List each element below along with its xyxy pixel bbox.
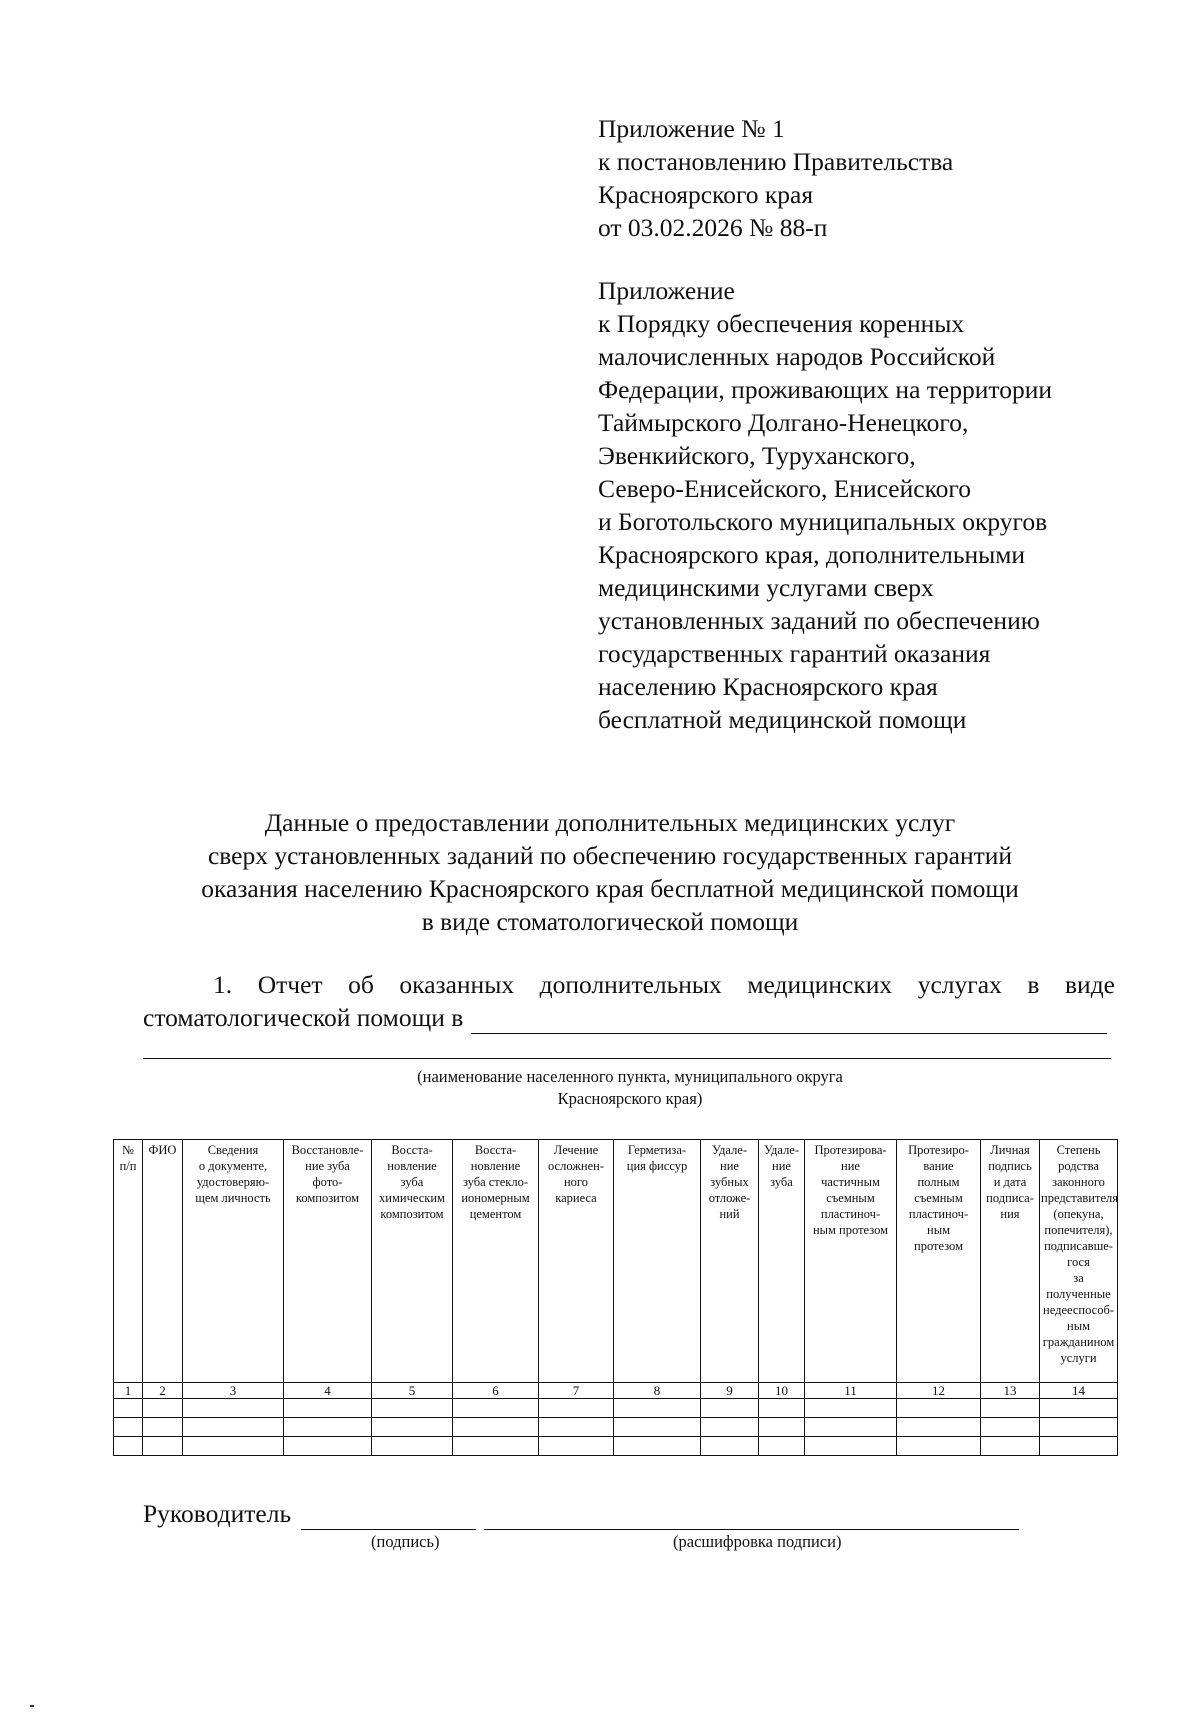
- table-cell[interactable]: [701, 1418, 759, 1437]
- settlement-name-field[interactable]: [471, 1009, 1107, 1034]
- signature-decode-caption: (расшифровка подписи): [673, 1532, 842, 1551]
- column-header-line: съемным: [914, 1191, 963, 1205]
- table-cell[interactable]: [701, 1437, 759, 1456]
- settlement-name-field-continuation[interactable]: [143, 1058, 1111, 1059]
- table-cell[interactable]: [539, 1437, 614, 1456]
- column-header-line: иономерным: [461, 1191, 530, 1205]
- table-cell[interactable]: [1040, 1418, 1118, 1437]
- annex-line: Приложение: [598, 276, 735, 305]
- table-cell[interactable]: [614, 1399, 701, 1418]
- annex-line: Северо-Енисейского, Енисейского: [598, 474, 971, 503]
- table-cell[interactable]: [759, 1399, 805, 1418]
- table-cell[interactable]: [981, 1437, 1040, 1456]
- report-heading: [143, 968, 1115, 1034]
- column-header: [372, 1140, 453, 1383]
- table-row: [114, 1418, 1118, 1437]
- column-header-line: зубных: [710, 1175, 749, 1189]
- column-header-line: ФИО: [148, 1143, 177, 1157]
- annex-line: установленных заданий по обеспечению: [598, 606, 1040, 635]
- column-header-line: Восстановле-: [291, 1143, 364, 1157]
- annex-block-2: [598, 274, 1118, 736]
- column-numbers-row: [114, 1383, 1118, 1399]
- column-header-line: композитом: [295, 1191, 360, 1205]
- report-line-2-text: стоматологической помощи в: [143, 1003, 464, 1032]
- column-header: [614, 1140, 701, 1383]
- column-number: 12: [897, 1383, 981, 1399]
- settlement-caption: [330, 1066, 930, 1110]
- table-cell[interactable]: [372, 1437, 453, 1456]
- table-row: [114, 1399, 1118, 1418]
- column-header-line: Восста-: [474, 1143, 517, 1157]
- table-cell[interactable]: [805, 1399, 897, 1418]
- column-header-line: пластиноч-: [908, 1207, 969, 1221]
- table-cell[interactable]: [372, 1418, 453, 1437]
- column-header-line: удостоверяю-: [196, 1175, 270, 1189]
- column-header-line: п/п: [119, 1159, 137, 1173]
- annex-line: государственных гарантий оказания: [598, 639, 991, 668]
- title-line: оказания населению Красноярского края бесплатной медицинской помощи: [201, 874, 1019, 903]
- column-header-line: ным протезом: [812, 1223, 889, 1237]
- report-line-2: [143, 1001, 1115, 1034]
- column-number: 6: [453, 1383, 539, 1399]
- column-number: 14: [1040, 1383, 1118, 1399]
- column-header-line: законного: [1052, 1175, 1105, 1189]
- table-body: [114, 1383, 1118, 1456]
- column-header-line: попечителя),: [1044, 1223, 1113, 1237]
- document-title: [110, 806, 1110, 938]
- column-header-line: гося: [1067, 1255, 1090, 1269]
- table-cell[interactable]: [805, 1418, 897, 1437]
- column-header-line: зуба: [400, 1175, 424, 1189]
- column-header-line: Лечение: [553, 1143, 599, 1157]
- annex-line: и Боготольского муниципальных округов: [598, 507, 1048, 536]
- column-number: 4: [284, 1383, 372, 1399]
- column-header-line: услуги: [1060, 1351, 1097, 1365]
- column-header-line: подпись: [988, 1159, 1032, 1173]
- table-cell[interactable]: [701, 1399, 759, 1418]
- column-header-line: зуба стекло-: [462, 1175, 529, 1189]
- table-cell[interactable]: [114, 1418, 143, 1437]
- column-header-line: ция фиссур: [626, 1159, 688, 1173]
- table-cell[interactable]: [284, 1418, 372, 1437]
- column-header-line: и дата: [993, 1175, 1027, 1189]
- column-header-line: родства: [1058, 1159, 1099, 1173]
- column-header-line: композитом: [380, 1207, 444, 1221]
- column-header-line: (опекуна,: [1053, 1207, 1104, 1221]
- signature-caption: (подпись): [371, 1532, 440, 1551]
- column-header: [701, 1140, 759, 1383]
- annex-line: Красноярского края, дополнительными: [598, 540, 1026, 569]
- column-header-line: новление: [387, 1159, 437, 1173]
- column-header-line: Восста-: [391, 1143, 433, 1157]
- annex-line: Красноярского края: [598, 180, 814, 209]
- table-cell[interactable]: [539, 1399, 614, 1418]
- column-header: [897, 1140, 981, 1383]
- column-header-line: подписа-: [986, 1191, 1034, 1205]
- annex-line: населению Красноярского края: [598, 672, 938, 701]
- column-header-line: ние: [772, 1159, 791, 1173]
- services-table: [113, 1139, 1118, 1456]
- column-header-line: протезом: [914, 1239, 963, 1253]
- table-cell[interactable]: [453, 1437, 539, 1456]
- column-header-line: Удале-: [711, 1143, 748, 1157]
- manager-label: Руководитель: [143, 1499, 292, 1528]
- column-header: [453, 1140, 539, 1383]
- table-cell[interactable]: [614, 1418, 701, 1437]
- annex-line: от 03.02.2026 № 88-п: [598, 213, 828, 242]
- annex-line: Таймырского Долгано-Ненецкого,: [598, 408, 969, 437]
- table-cell[interactable]: [805, 1437, 897, 1456]
- column-header-line: полным: [917, 1175, 960, 1189]
- table-cell[interactable]: [284, 1437, 372, 1456]
- column-header-line: новление: [470, 1159, 521, 1173]
- annex-line: Приложение № 1: [598, 114, 785, 143]
- annex-line: медицинскими услугами сверх: [598, 573, 934, 602]
- column-header-line: подписавше-: [1044, 1239, 1113, 1253]
- column-header-line: осложнен-: [547, 1159, 604, 1173]
- title-line: Данные о предоставлении дополнительных медицинских услуг: [264, 808, 956, 837]
- column-header-line: Протезиро-: [908, 1143, 969, 1157]
- table-cell[interactable]: [1040, 1437, 1118, 1456]
- column-header: [284, 1140, 372, 1383]
- column-number: 13: [981, 1383, 1040, 1399]
- column-header-line: Степень: [1056, 1143, 1101, 1157]
- table-cell[interactable]: [981, 1399, 1040, 1418]
- table-header-row: [114, 1140, 1118, 1383]
- table-cell[interactable]: [897, 1418, 981, 1437]
- table-cell[interactable]: [897, 1437, 981, 1456]
- table-cell[interactable]: [143, 1437, 183, 1456]
- annex-block-1: [598, 112, 1118, 244]
- column-number: 2: [143, 1383, 183, 1399]
- column-header-line: гражданином: [1042, 1335, 1115, 1349]
- caption-line: (наименование населенного пункта, муниципального округа: [417, 1067, 843, 1086]
- column-header-line: за полученные: [1046, 1271, 1111, 1301]
- column-header-line: химическим: [379, 1191, 445, 1205]
- column-number: 3: [183, 1383, 284, 1399]
- table-cell[interactable]: [114, 1399, 143, 1418]
- column-header-line: ного: [563, 1175, 588, 1189]
- column-header: [114, 1140, 143, 1383]
- column-header-line: зуба: [770, 1175, 793, 1189]
- title-line: сверх установленных заданий по обеспечению государственных гарантий: [207, 841, 1013, 870]
- column-header-line: ным: [927, 1223, 950, 1237]
- annex-line: к Порядку обеспечения коренных: [598, 309, 965, 338]
- column-header-line: цементом: [469, 1207, 522, 1221]
- signature-field[interactable]: [301, 1505, 476, 1530]
- caption-line: Красноярского края): [557, 1089, 703, 1108]
- column-header: [981, 1140, 1040, 1383]
- table-cell[interactable]: [1040, 1399, 1118, 1418]
- column-header-line: отложе-: [708, 1191, 751, 1205]
- column-header-line: недееспособ-: [1043, 1303, 1114, 1317]
- column-header-line: Протезирова-: [814, 1143, 887, 1157]
- column-number: 10: [759, 1383, 805, 1399]
- table-cell[interactable]: [539, 1418, 614, 1437]
- column-header-line: кариеса: [555, 1191, 597, 1205]
- title-line: в виде стоматологической помощи: [421, 907, 799, 936]
- column-header-line: Удале-: [763, 1143, 800, 1157]
- annex-header: [598, 112, 1118, 736]
- annex-line: Эвенкийского, Туруханского,: [598, 441, 916, 470]
- column-header-line: Личная: [990, 1143, 1030, 1157]
- table-cell[interactable]: [284, 1399, 372, 1418]
- column-number: 11: [805, 1383, 897, 1399]
- table-row: [114, 1437, 1118, 1456]
- annex-line: бесплатной медицинской помощи: [598, 705, 967, 734]
- annex-gap: [598, 244, 1118, 274]
- column-header-line: ние: [720, 1159, 739, 1173]
- column-header-line: пластиноч-: [820, 1207, 881, 1221]
- table-cell[interactable]: [183, 1418, 284, 1437]
- column-header-line: представителя: [1041, 1191, 1118, 1205]
- column-header: [805, 1140, 897, 1383]
- column-header: [1040, 1140, 1118, 1383]
- signature-block: [143, 1497, 1043, 1551]
- table-cell[interactable]: [759, 1418, 805, 1437]
- column-header: [539, 1140, 614, 1383]
- table-cell[interactable]: [759, 1437, 805, 1456]
- column-header-line: съемным: [826, 1191, 875, 1205]
- column-header-line: щем личность: [195, 1191, 271, 1205]
- column-number: 7: [539, 1383, 614, 1399]
- column-number: 9: [701, 1383, 759, 1399]
- column-header-line: ний: [719, 1207, 740, 1221]
- column-header-line: Сведения: [207, 1143, 259, 1157]
- column-header-line: фото-: [312, 1175, 343, 1189]
- column-header-line: Герметиза-: [627, 1143, 687, 1157]
- column-header-line: вание: [923, 1159, 954, 1173]
- column-header: [759, 1140, 805, 1383]
- table-cell[interactable]: [981, 1418, 1040, 1437]
- column-number: 5: [372, 1383, 453, 1399]
- column-header-line: ние зуба: [305, 1159, 350, 1173]
- table-cell[interactable]: [897, 1399, 981, 1418]
- table-cell[interactable]: [143, 1399, 183, 1418]
- column-header-line: ние: [841, 1159, 860, 1173]
- table-cell[interactable]: [614, 1437, 701, 1456]
- scan-mark: [30, 1705, 34, 1707]
- column-header-line: ным: [1067, 1319, 1090, 1333]
- table-cell[interactable]: [183, 1437, 284, 1456]
- column-header-line: №: [122, 1143, 134, 1157]
- table-cell[interactable]: [183, 1399, 284, 1418]
- table-cell[interactable]: [453, 1418, 539, 1437]
- report-line-1: 1. Отчет об оказанных дополнительных медицинских услугах в виде: [213, 970, 1115, 999]
- annex-line: к постановлению Правительства: [598, 147, 954, 176]
- table-cell[interactable]: [114, 1437, 143, 1456]
- table-cell[interactable]: [372, 1399, 453, 1418]
- column-header-line: частичным: [821, 1175, 880, 1189]
- signature-decode-field[interactable]: [484, 1505, 1019, 1530]
- column-header-line: о документе,: [198, 1159, 268, 1173]
- column-header: [183, 1140, 284, 1383]
- column-header: [143, 1140, 183, 1383]
- table-cell[interactable]: [453, 1399, 539, 1418]
- column-number: 8: [614, 1383, 701, 1399]
- column-header-line: ния: [1000, 1207, 1020, 1221]
- annex-line: Федерации, проживающих на территории: [598, 375, 1052, 404]
- annex-line: малочисленных народов Российской: [598, 342, 996, 371]
- column-number: 1: [114, 1383, 143, 1399]
- signature-row: [143, 1497, 1043, 1530]
- table-cell[interactable]: [143, 1418, 183, 1437]
